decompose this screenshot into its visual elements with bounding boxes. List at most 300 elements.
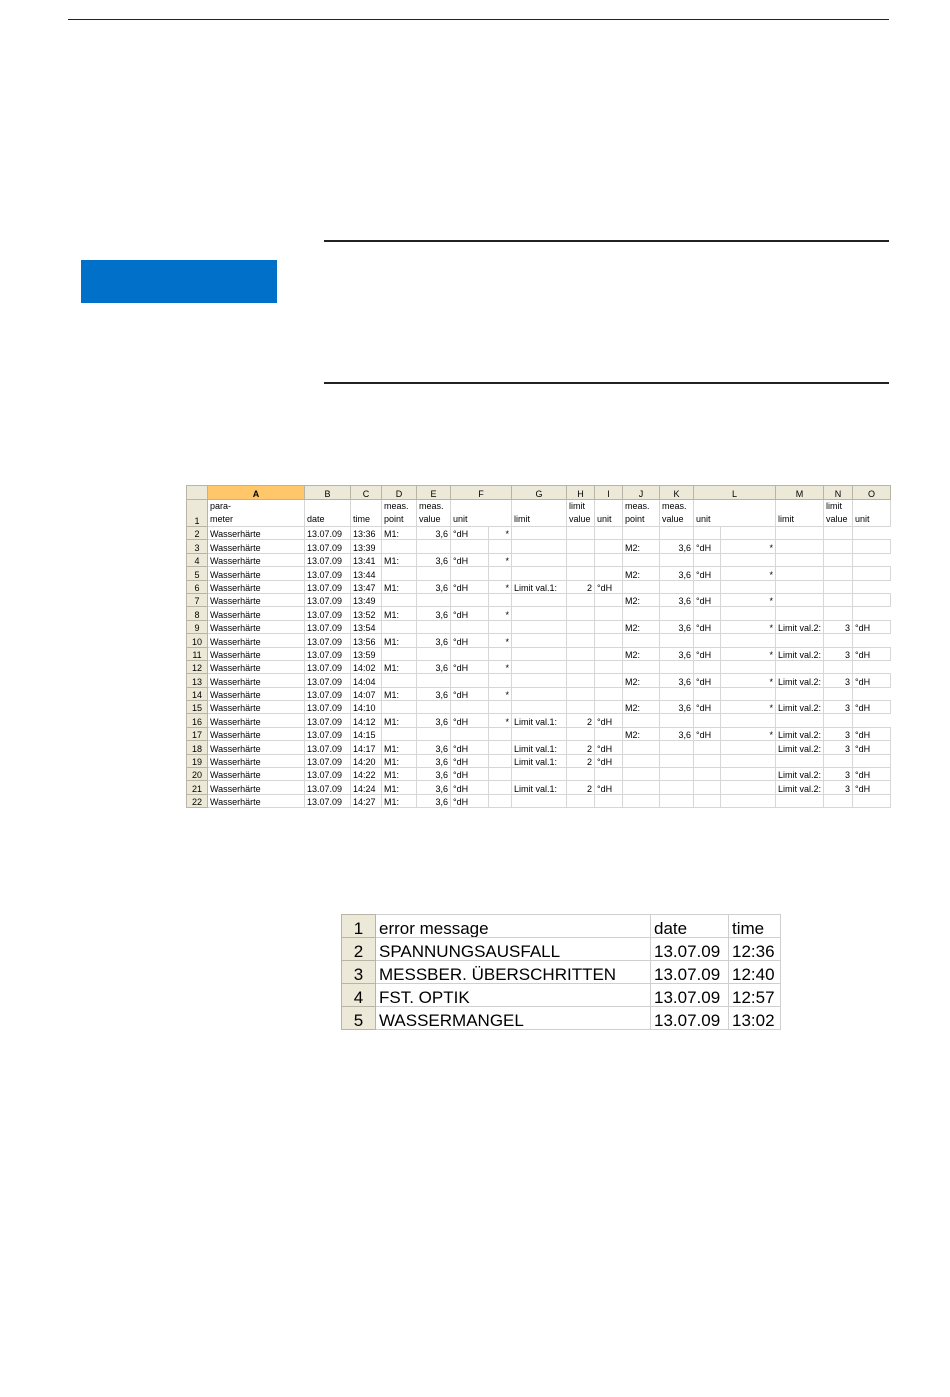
data-cell[interactable]: °dH — [694, 620, 721, 633]
data-cell[interactable] — [853, 794, 891, 807]
data-cell[interactable]: 13.07.09 — [305, 687, 351, 700]
data-cell[interactable]: MESSBER. ÜBERSCHRITTEN — [376, 961, 651, 984]
data-cell[interactable] — [489, 781, 512, 794]
column-label-cell[interactable]: unit — [853, 500, 891, 527]
data-cell[interactable]: 2 — [567, 781, 595, 794]
data-cell[interactable]: 3,6 — [417, 741, 451, 754]
data-cell[interactable] — [595, 620, 623, 633]
data-cell[interactable]: °dH — [853, 768, 891, 781]
data-cell[interactable]: °dH — [853, 701, 891, 714]
data-cell[interactable] — [721, 687, 776, 700]
data-cell[interactable] — [417, 701, 451, 714]
data-cell[interactable]: Wasserhärte — [208, 701, 305, 714]
data-cell[interactable] — [776, 687, 824, 700]
row-header[interactable]: 20 — [187, 768, 208, 781]
data-cell[interactable] — [567, 607, 595, 620]
data-cell[interactable]: °dH — [853, 674, 891, 687]
data-cell[interactable]: FST. OPTIK — [376, 984, 651, 1007]
data-cell[interactable]: * — [489, 527, 512, 540]
data-cell[interactable]: 14:15 — [351, 727, 382, 740]
data-cell[interactable]: °dH — [694, 540, 721, 553]
data-cell[interactable] — [512, 620, 567, 633]
data-cell[interactable]: * — [489, 553, 512, 566]
data-cell[interactable]: * — [721, 567, 776, 580]
data-cell[interactable] — [567, 687, 595, 700]
data-cell[interactable]: 3 — [824, 647, 853, 660]
row-header[interactable]: 5 — [187, 567, 208, 580]
data-cell[interactable] — [623, 634, 660, 647]
data-cell[interactable]: Wasserhärte — [208, 727, 305, 740]
data-cell[interactable] — [824, 567, 853, 580]
data-cell[interactable]: 3,6 — [417, 660, 451, 673]
data-cell[interactable] — [595, 647, 623, 660]
data-cell[interactable] — [595, 660, 623, 673]
data-cell[interactable]: 13:59 — [351, 647, 382, 660]
data-cell[interactable] — [512, 634, 567, 647]
data-cell[interactable]: M1: — [382, 553, 417, 566]
data-cell[interactable]: Limit val.1: — [512, 781, 567, 794]
column-label-cell[interactable]: meas. point — [382, 500, 417, 527]
data-cell[interactable] — [567, 647, 595, 660]
data-cell[interactable] — [567, 634, 595, 647]
data-cell[interactable] — [660, 634, 694, 647]
data-cell[interactable]: * — [489, 607, 512, 620]
data-cell[interactable]: °dH — [694, 727, 721, 740]
data-cell[interactable] — [595, 727, 623, 740]
data-cell[interactable]: * — [489, 714, 512, 727]
data-cell[interactable]: 14:27 — [351, 794, 382, 807]
data-cell[interactable]: °dH — [853, 620, 891, 633]
data-cell[interactable]: Wasserhärte — [208, 567, 305, 580]
data-cell[interactable] — [853, 754, 891, 767]
data-cell[interactable] — [694, 687, 721, 700]
data-cell[interactable]: °dH — [451, 553, 489, 566]
data-cell[interactable]: °dH — [451, 754, 489, 767]
data-cell[interactable] — [451, 701, 489, 714]
data-cell[interactable]: 13.07.09 — [305, 768, 351, 781]
data-cell[interactable]: Wasserhärte — [208, 714, 305, 727]
data-cell[interactable] — [694, 527, 721, 540]
row-header[interactable]: 12 — [187, 660, 208, 673]
data-cell[interactable]: °dH — [694, 647, 721, 660]
data-cell[interactable]: 3,6 — [660, 540, 694, 553]
data-cell[interactable] — [623, 687, 660, 700]
data-cell[interactable]: 13.07.09 — [651, 961, 729, 984]
row-header[interactable]: 18 — [187, 741, 208, 754]
data-cell[interactable]: 14:04 — [351, 674, 382, 687]
data-cell[interactable] — [853, 593, 891, 606]
data-cell[interactable] — [721, 781, 776, 794]
data-cell[interactable]: Limit val.1: — [512, 580, 567, 593]
data-cell[interactable] — [595, 553, 623, 566]
row-header[interactable]: 4 — [187, 553, 208, 566]
data-cell[interactable]: 12:40 — [729, 961, 781, 984]
data-cell[interactable] — [824, 714, 853, 727]
row-header[interactable]: 13 — [187, 674, 208, 687]
data-cell[interactable]: °dH — [451, 607, 489, 620]
data-cell[interactable]: 14:24 — [351, 781, 382, 794]
data-cell[interactable]: M1: — [382, 687, 417, 700]
data-cell[interactable]: 3,6 — [417, 687, 451, 700]
data-cell[interactable] — [824, 687, 853, 700]
row-header[interactable]: 1 — [187, 500, 208, 527]
data-cell[interactable]: 13:44 — [351, 567, 382, 580]
data-cell[interactable]: M1: — [382, 768, 417, 781]
data-cell[interactable]: 14:12 — [351, 714, 382, 727]
data-cell[interactable] — [694, 580, 721, 593]
data-cell[interactable]: 13.07.09 — [305, 660, 351, 673]
row-header[interactable]: 16 — [187, 714, 208, 727]
data-cell[interactable] — [824, 794, 853, 807]
data-cell[interactable] — [489, 794, 512, 807]
data-cell[interactable]: °dH — [451, 794, 489, 807]
data-cell[interactable] — [694, 634, 721, 647]
data-cell[interactable] — [489, 754, 512, 767]
data-cell[interactable] — [660, 553, 694, 566]
data-cell[interactable] — [512, 553, 567, 566]
data-cell[interactable] — [694, 607, 721, 620]
data-cell[interactable]: M2: — [623, 620, 660, 633]
data-cell[interactable]: 3,6 — [417, 768, 451, 781]
data-cell[interactable]: °dH — [595, 580, 623, 593]
column-header-n[interactable]: N — [824, 486, 853, 500]
data-cell[interactable] — [776, 593, 824, 606]
data-cell[interactable]: 3 — [824, 741, 853, 754]
data-cell[interactable] — [623, 794, 660, 807]
data-cell[interactable]: 3,6 — [417, 634, 451, 647]
data-cell[interactable]: 3,6 — [417, 553, 451, 566]
data-cell[interactable] — [512, 794, 567, 807]
data-cell[interactable]: 14:22 — [351, 768, 382, 781]
data-cell[interactable]: 3,6 — [417, 714, 451, 727]
column-header-c[interactable]: C — [351, 486, 382, 500]
data-cell[interactable]: 3 — [824, 727, 853, 740]
data-cell[interactable] — [721, 741, 776, 754]
data-cell[interactable] — [489, 741, 512, 754]
data-cell[interactable]: * — [489, 660, 512, 673]
data-cell[interactable] — [660, 741, 694, 754]
data-cell[interactable]: °dH — [694, 593, 721, 606]
data-cell[interactable] — [824, 580, 853, 593]
data-cell[interactable]: 3,6 — [417, 754, 451, 767]
data-cell[interactable]: 3,6 — [660, 593, 694, 606]
data-cell[interactable] — [595, 768, 623, 781]
data-cell[interactable]: M1: — [382, 714, 417, 727]
column-label-cell[interactable]: limit value — [567, 500, 595, 527]
data-cell[interactable]: 13.07.09 — [305, 674, 351, 687]
data-cell[interactable]: M1: — [382, 634, 417, 647]
data-cell[interactable] — [660, 580, 694, 593]
column-label-cell[interactable]: time — [729, 915, 781, 938]
row-header[interactable]: 6 — [187, 580, 208, 593]
data-cell[interactable]: 13.07.09 — [305, 754, 351, 767]
data-cell[interactable]: 13:54 — [351, 620, 382, 633]
data-cell[interactable]: * — [721, 674, 776, 687]
data-cell[interactable] — [595, 607, 623, 620]
data-cell[interactable] — [512, 660, 567, 673]
data-cell[interactable] — [776, 794, 824, 807]
data-cell[interactable] — [824, 553, 853, 566]
data-cell[interactable]: Wasserhärte — [208, 741, 305, 754]
data-cell[interactable]: Limit val.1: — [512, 754, 567, 767]
data-cell[interactable]: °dH — [451, 741, 489, 754]
data-cell[interactable] — [721, 754, 776, 767]
data-cell[interactable]: M1: — [382, 794, 417, 807]
row-header[interactable]: 9 — [187, 620, 208, 633]
data-cell[interactable]: 3,6 — [660, 647, 694, 660]
data-cell[interactable]: °dH — [451, 527, 489, 540]
data-cell[interactable]: M2: — [623, 567, 660, 580]
data-cell[interactable]: Wasserhärte — [208, 660, 305, 673]
data-cell[interactable] — [382, 620, 417, 633]
row-header[interactable]: 2 — [187, 527, 208, 540]
data-cell[interactable]: 3 — [824, 674, 853, 687]
data-cell[interactable] — [721, 768, 776, 781]
data-cell[interactable] — [489, 593, 512, 606]
row-header[interactable]: 10 — [187, 634, 208, 647]
data-cell[interactable] — [660, 660, 694, 673]
column-header-a[interactable]: A — [208, 486, 305, 500]
data-cell[interactable]: M1: — [382, 754, 417, 767]
data-cell[interactable] — [512, 567, 567, 580]
row-header[interactable]: 7 — [187, 593, 208, 606]
column-label-cell[interactable]: meas. value — [417, 500, 451, 527]
data-cell[interactable] — [382, 701, 417, 714]
data-cell[interactable] — [694, 768, 721, 781]
data-cell[interactable] — [451, 727, 489, 740]
data-cell[interactable] — [567, 593, 595, 606]
column-label-cell[interactable]: unit — [595, 500, 623, 527]
data-cell[interactable]: Limit val.2: — [776, 647, 824, 660]
data-cell[interactable]: 3,6 — [417, 607, 451, 620]
data-cell[interactable] — [382, 567, 417, 580]
data-cell[interactable]: M2: — [623, 540, 660, 553]
data-cell[interactable]: 13.07.09 — [305, 634, 351, 647]
data-cell[interactable] — [694, 781, 721, 794]
data-cell[interactable] — [567, 674, 595, 687]
data-cell[interactable]: 12:36 — [729, 938, 781, 961]
column-label-cell[interactable]: limit — [512, 500, 567, 527]
data-cell[interactable] — [776, 634, 824, 647]
data-cell[interactable]: Limit val.2: — [776, 781, 824, 794]
data-cell[interactable] — [623, 741, 660, 754]
data-cell[interactable]: °dH — [451, 634, 489, 647]
row-header[interactable]: 21 — [187, 781, 208, 794]
data-cell[interactable]: 13:47 — [351, 580, 382, 593]
data-cell[interactable]: Limit val.2: — [776, 768, 824, 781]
column-header-j[interactable]: J — [623, 486, 660, 500]
data-cell[interactable]: 13.07.09 — [305, 593, 351, 606]
data-cell[interactable]: M2: — [623, 674, 660, 687]
data-cell[interactable]: 13.07.09 — [305, 567, 351, 580]
data-cell[interactable] — [660, 754, 694, 767]
data-cell[interactable]: Wasserhärte — [208, 754, 305, 767]
data-cell[interactable]: Wasserhärte — [208, 553, 305, 566]
row-header[interactable]: 22 — [187, 794, 208, 807]
row-header[interactable]: 3 — [187, 540, 208, 553]
row-header[interactable]: 8 — [187, 607, 208, 620]
column-header-g[interactable]: G — [512, 486, 567, 500]
data-cell[interactable]: 14:20 — [351, 754, 382, 767]
column-header-m[interactable]: M — [776, 486, 824, 500]
data-cell[interactable] — [595, 794, 623, 807]
data-cell[interactable]: °dH — [595, 781, 623, 794]
data-cell[interactable]: Wasserhärte — [208, 687, 305, 700]
data-cell[interactable]: Wasserhärte — [208, 634, 305, 647]
data-cell[interactable] — [382, 593, 417, 606]
data-cell[interactable]: 13.07.09 — [305, 527, 351, 540]
data-cell[interactable] — [567, 768, 595, 781]
column-label-cell[interactable]: unit — [694, 500, 776, 527]
column-header-h[interactable]: H — [567, 486, 595, 500]
data-cell[interactable]: 13.07.09 — [305, 647, 351, 660]
data-cell[interactable] — [721, 553, 776, 566]
row-header[interactable]: 17 — [187, 727, 208, 740]
data-cell[interactable] — [721, 794, 776, 807]
column-label-cell[interactable]: meas. point — [623, 500, 660, 527]
select-all-corner[interactable] — [187, 486, 208, 500]
data-cell[interactable]: 3,6 — [417, 580, 451, 593]
column-header-l[interactable]: L — [694, 486, 776, 500]
data-cell[interactable] — [451, 567, 489, 580]
data-cell[interactable] — [512, 647, 567, 660]
data-cell[interactable] — [660, 687, 694, 700]
data-cell[interactable] — [512, 674, 567, 687]
data-cell[interactable] — [567, 701, 595, 714]
data-cell[interactable]: °dH — [853, 781, 891, 794]
data-cell[interactable] — [567, 553, 595, 566]
data-cell[interactable]: °dH — [694, 674, 721, 687]
data-cell[interactable] — [623, 580, 660, 593]
data-cell[interactable]: Limit val.1: — [512, 741, 567, 754]
data-cell[interactable]: 2 — [567, 754, 595, 767]
data-cell[interactable]: 3,6 — [660, 727, 694, 740]
data-cell[interactable] — [512, 527, 567, 540]
data-cell[interactable] — [776, 580, 824, 593]
column-header-d[interactable]: D — [382, 486, 417, 500]
data-cell[interactable] — [417, 647, 451, 660]
data-cell[interactable] — [776, 754, 824, 767]
data-cell[interactable]: 13:52 — [351, 607, 382, 620]
data-cell[interactable] — [417, 593, 451, 606]
data-cell[interactable]: 13:49 — [351, 593, 382, 606]
data-cell[interactable] — [595, 540, 623, 553]
data-cell[interactable]: °dH — [595, 714, 623, 727]
data-cell[interactable] — [824, 527, 853, 540]
data-cell[interactable]: °dH — [451, 714, 489, 727]
row-header[interactable]: 5 — [342, 1007, 376, 1030]
data-cell[interactable]: 13.07.09 — [305, 701, 351, 714]
data-cell[interactable] — [776, 527, 824, 540]
data-cell[interactable] — [417, 674, 451, 687]
column-label-cell[interactable]: limit value — [824, 500, 853, 527]
data-cell[interactable] — [489, 674, 512, 687]
data-cell[interactable]: * — [721, 593, 776, 606]
data-cell[interactable] — [623, 660, 660, 673]
data-cell[interactable] — [660, 768, 694, 781]
data-cell[interactable] — [623, 768, 660, 781]
data-cell[interactable] — [776, 607, 824, 620]
data-cell[interactable] — [417, 540, 451, 553]
data-cell[interactable] — [451, 647, 489, 660]
data-cell[interactable] — [721, 527, 776, 540]
data-cell[interactable]: 13.07.09 — [651, 1007, 729, 1030]
data-cell[interactable] — [623, 781, 660, 794]
data-cell[interactable] — [660, 607, 694, 620]
data-cell[interactable]: 3 — [824, 620, 853, 633]
data-cell[interactable] — [824, 754, 853, 767]
data-cell[interactable] — [824, 634, 853, 647]
data-cell[interactable] — [595, 527, 623, 540]
data-cell[interactable] — [489, 701, 512, 714]
row-header[interactable]: 3 — [342, 961, 376, 984]
data-cell[interactable]: °dH — [451, 580, 489, 593]
data-cell[interactable] — [694, 714, 721, 727]
data-cell[interactable] — [853, 567, 891, 580]
data-cell[interactable]: 3,6 — [660, 674, 694, 687]
data-cell[interactable] — [489, 647, 512, 660]
data-cell[interactable] — [595, 701, 623, 714]
data-cell[interactable] — [694, 754, 721, 767]
data-cell[interactable] — [595, 634, 623, 647]
data-cell[interactable]: 3,6 — [417, 781, 451, 794]
data-cell[interactable]: Wasserhärte — [208, 540, 305, 553]
data-cell[interactable] — [489, 768, 512, 781]
data-cell[interactable]: Wasserhärte — [208, 781, 305, 794]
data-cell[interactable]: °dH — [451, 687, 489, 700]
data-cell[interactable]: 2 — [567, 580, 595, 593]
row-header[interactable]: 11 — [187, 647, 208, 660]
data-cell[interactable] — [567, 620, 595, 633]
data-cell[interactable]: Wasserhärte — [208, 674, 305, 687]
column-label-cell[interactable]: meas. value — [660, 500, 694, 527]
data-cell[interactable] — [694, 741, 721, 754]
data-cell[interactable]: M1: — [382, 781, 417, 794]
data-cell[interactable]: Wasserhärte — [208, 593, 305, 606]
data-cell[interactable]: M1: — [382, 741, 417, 754]
data-cell[interactable] — [512, 607, 567, 620]
data-cell[interactable]: 3,6 — [660, 567, 694, 580]
data-cell[interactable]: °dH — [595, 741, 623, 754]
data-cell[interactable]: °dH — [451, 660, 489, 673]
data-cell[interactable] — [489, 727, 512, 740]
data-cell[interactable] — [567, 660, 595, 673]
data-cell[interactable]: °dH — [853, 647, 891, 660]
row-header[interactable]: 4 — [342, 984, 376, 1007]
column-label-cell[interactable]: date — [305, 500, 351, 527]
data-cell[interactable] — [512, 593, 567, 606]
data-cell[interactable]: 13:02 — [729, 1007, 781, 1030]
data-cell[interactable]: Wasserhärte — [208, 768, 305, 781]
data-cell[interactable] — [776, 567, 824, 580]
data-cell[interactable] — [660, 781, 694, 794]
data-cell[interactable]: Limit val.2: — [776, 701, 824, 714]
column-label-cell[interactable]: date — [651, 915, 729, 938]
data-cell[interactable] — [595, 567, 623, 580]
data-cell[interactable]: M1: — [382, 580, 417, 593]
column-header-b[interactable]: B — [305, 486, 351, 500]
data-cell[interactable]: M1: — [382, 660, 417, 673]
data-cell[interactable] — [853, 540, 891, 553]
data-cell[interactable]: 14:10 — [351, 701, 382, 714]
data-cell[interactable]: Limit val.2: — [776, 727, 824, 740]
data-cell[interactable]: 13.07.09 — [305, 553, 351, 566]
data-cell[interactable]: 3 — [824, 781, 853, 794]
data-cell[interactable]: * — [721, 620, 776, 633]
data-cell[interactable] — [382, 540, 417, 553]
data-cell[interactable]: 14:07 — [351, 687, 382, 700]
data-cell[interactable] — [721, 660, 776, 673]
